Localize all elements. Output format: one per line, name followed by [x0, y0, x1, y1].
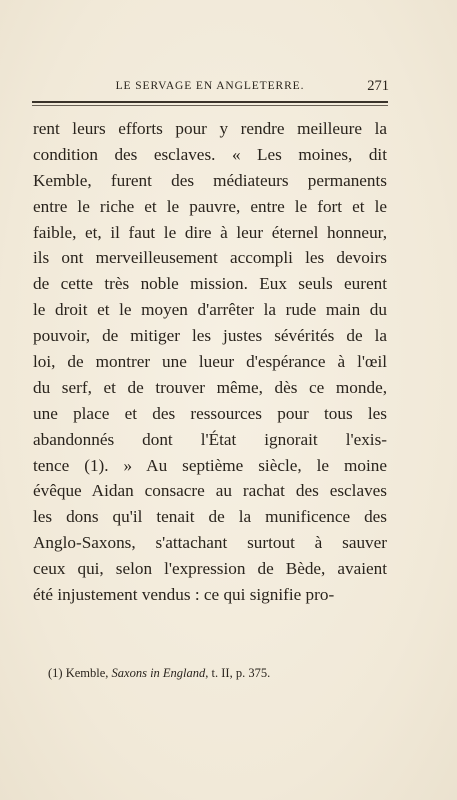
text-line: Anglo-Saxons, s'attachant surtout à sauver — [33, 533, 387, 553]
text-line: abandonnés dont l'État ignorait l'exis- — [33, 429, 387, 449]
footnote-reference: , t. II, p. 375. — [205, 666, 271, 680]
footnote-marker: (1) — [48, 666, 63, 680]
text-line: le droit et le moyen d'arrêter la rude main du — [33, 300, 387, 320]
text-line: pouvoir, de mitiger les justes sévérités de la — [33, 326, 387, 346]
header-rule-thin — [32, 105, 388, 106]
text-line: tence (1). » Au septième siècle, le moine — [33, 455, 387, 475]
text-line: été injustement vendus : ce qui signifie pro- — [33, 585, 335, 605]
text-line: ceux qui, selon l'expression de Bède, avaient — [33, 559, 387, 579]
text-line: de cette très noble mission. Eux seuls eurent — [33, 274, 387, 294]
header-rule — [32, 101, 388, 103]
text-line: les dons qu'il tenait de la munificence des — [33, 507, 387, 527]
body-text — [33, 116, 387, 608]
text-line: condition des esclaves. « Les moines, dit — [33, 144, 387, 164]
running-title: LE SERVAGE EN ANGLETERRE. — [115, 80, 305, 92]
text-line: ils ont merveilleusement accompli les devoirs — [33, 248, 387, 268]
text-line: entre le riche et le pauvre, entre le fort et le — [33, 196, 387, 216]
footnote — [48, 666, 270, 681]
footnote-title: Saxons in England — [111, 666, 206, 680]
running-head — [32, 78, 388, 98]
text-line: une place et des ressources pour tous les — [33, 403, 387, 423]
page-number: 271 — [367, 78, 389, 94]
text-line: loi, de montrer une lueur d'espérance à l'œil — [33, 352, 387, 372]
text-line: rent leurs efforts pour y rendre meilleure la — [33, 119, 387, 138]
text-line: évêque Aidan consacre au rachat des esclaves — [33, 481, 387, 501]
text-line: Kemble, furent des médiateurs permanents — [33, 170, 387, 190]
text-line: faible, et, il faut le dire à leur éternel honneur, — [33, 222, 387, 242]
footnote-author: Kemble, — [65, 666, 109, 680]
text-line: du serf, et de trouver même, dès ce monde, — [33, 377, 387, 397]
